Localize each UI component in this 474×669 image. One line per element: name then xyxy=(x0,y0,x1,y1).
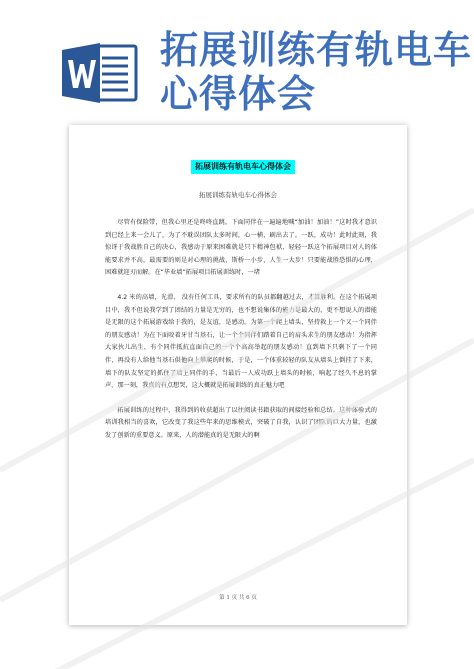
word-icon xyxy=(62,42,138,104)
title-line-1: 拓展训练有轨电车 xyxy=(160,28,473,72)
paragraph-3: 拓展训练的过程中，我得到的收获超出了以往阅读书籍获取的间接经验和总结。这种体验式的培训我相当的喜欢，它改变了我这些年来的思维模式，突破了自我，认识了团队的巨大力量，也激发了创新的重要意义。原来，人的潜能真的是无限大的啊 xyxy=(105,406,377,439)
page-title xyxy=(160,28,473,116)
document-page xyxy=(69,125,407,625)
document-subheading: 拓展训练有轨电车心得体会 xyxy=(199,191,277,199)
title-line-2: 心得体会 xyxy=(160,72,317,116)
document-body xyxy=(105,217,377,455)
header xyxy=(0,0,474,118)
paragraph-2: 4.2 米的高墙，光滑、 没有任何工具，要求所有的队员都翻越过去，才算胜利。在这个拓展项目中，我不但说我学到了团结的力量是无穷的，也不想说集体的能力是最大的，更不想说人的潜能是无限的这个拓展游戏给于我的，是友谊，是感动。为第一个爬上墙头，坚持救上一个又一个同伴的朋友感动！为在下面咬着牙甘当基石，让一个个同伴们踏着自己的肩头求生的朋友感动！为指挥大家伙儿出生，有个同伴抵抗直面自己的一个个高高举起的朋友感动！直到墙下只剩下了一个同伴，再没有人给他当基石供他向上攀爬的时候，于是，一个体重较轻的队友从墙头上倒挂了下来，墙下的队友坚定的抓住了墙上同伴的手，当最后一人成功跃上墙头的时候，响起了经久不息的掌声，那一刻，我真的有点想哭，这大概就是拓展训练的真正魅力吧 xyxy=(105,293,377,390)
page-number: 第 1 页 共 6 页 xyxy=(219,595,257,601)
paragraph-1: 尽管有保险带，但我心里还是咚咚直跳。下面同伴在一遍遍地喊“加油！加油！”这时我才意识到已经上来一会儿了，为了不耽误团队太多时间，心一横，刷出去了。一跃，成功！此时此刻，我惊讶于我战胜自己的决心，我感动于原来困难就是只下精神包袱，轻轻一跃这个拓展项目对人的体能要求并不高，最需要的则是对心理的挑战，斯桥一小步，人生一大步！只要能战胜恐惧的心理，困难就迎刃而解。在“毕业墙”拓展项目拓展训练时，一堵 xyxy=(105,219,377,277)
document-heading: 拓展训练有轨电车心得体会 xyxy=(191,160,295,174)
